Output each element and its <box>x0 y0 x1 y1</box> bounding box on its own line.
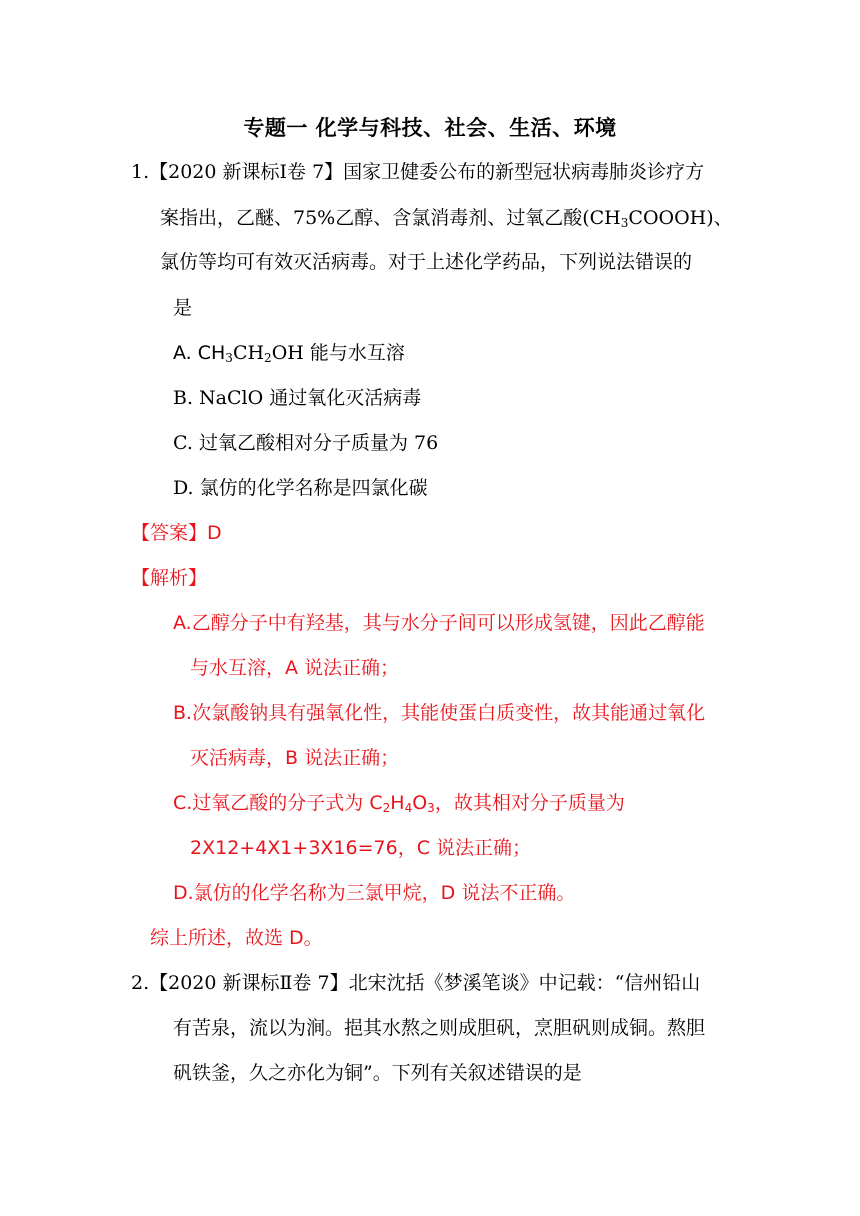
q1-stem-line-4: 是 <box>173 297 193 319</box>
q1-summary: 综上所述，故选 D。 <box>150 927 323 949</box>
q1-option-d: D. 氯仿的化学名称是四氯化碳 <box>173 477 428 499</box>
analysis-a-line-1: A.乙醇分子中有羟基，其与水分子间可以形成氢键，因此乙醇能 <box>173 612 705 634</box>
page-title: 专题一 化学与科技、社会、生活、环境 <box>243 116 617 140</box>
q1-stem-line-1: 1.【2020 新课标Ⅰ卷 7】国家卫健委公布的新型冠状病毒肺炎诊疗方 <box>131 161 705 183</box>
q2-stem-line-1: 2.【2020 新课标Ⅱ卷 7】北宋沈括《梦溪笔谈》中记载：“信州铅山 <box>131 972 701 994</box>
q1-stem-line-2: 案指出，乙醚、75%乙醇、含氯消毒剂、过氧乙酸$(CH_3COOOH)$、 <box>160 207 733 230</box>
analysis-b-line-1: B.次氯酸钠具有强氧化性，其能使蛋白质变性，故其能通过氧化 <box>173 702 706 724</box>
q1-analysis-heading: 【解析】 <box>131 567 208 589</box>
q1-option-a: A. $CH_3CH_2OH$ 能与水互溶 <box>173 342 405 365</box>
analysis-d-line-1: D.氯仿的化学名称为三氯甲烷，D 说法不正确。 <box>173 882 576 904</box>
analysis-b-line-2: 灭活病毒，B 说法正确； <box>190 747 400 769</box>
analysis-c-line-1: C.过氧乙酸的分子式为 $C_2H_4O_3$，故其相对分子质量为 <box>173 792 625 815</box>
q1-stem-line-3: 氯仿等均可有效灭活病毒。对于上述化学药品，下列说法错误的 <box>160 251 693 273</box>
analysis-a-line-2: 与水互溶，A 说法正确； <box>190 657 400 679</box>
q1-answer: 【答案】D <box>131 522 222 544</box>
q2-stem-line-3: 矾铁釜，久之亦化为铜”。下列有关叙述错误的是 <box>173 1062 582 1084</box>
analysis-c-line-2: 2X12+4X1+3X16=76，C 说法正确； <box>190 837 531 859</box>
q1-option-c: C. 过氧乙酸相对分子质量为 76 <box>173 432 439 454</box>
q1-option-b: B. NaClO 通过氧化灭活病毒 <box>173 387 422 409</box>
q2-stem-line-2: 有苦泉，流以为涧。挹其水熬之则成胆矾，烹胆矾则成铜。熬胆 <box>173 1017 706 1039</box>
